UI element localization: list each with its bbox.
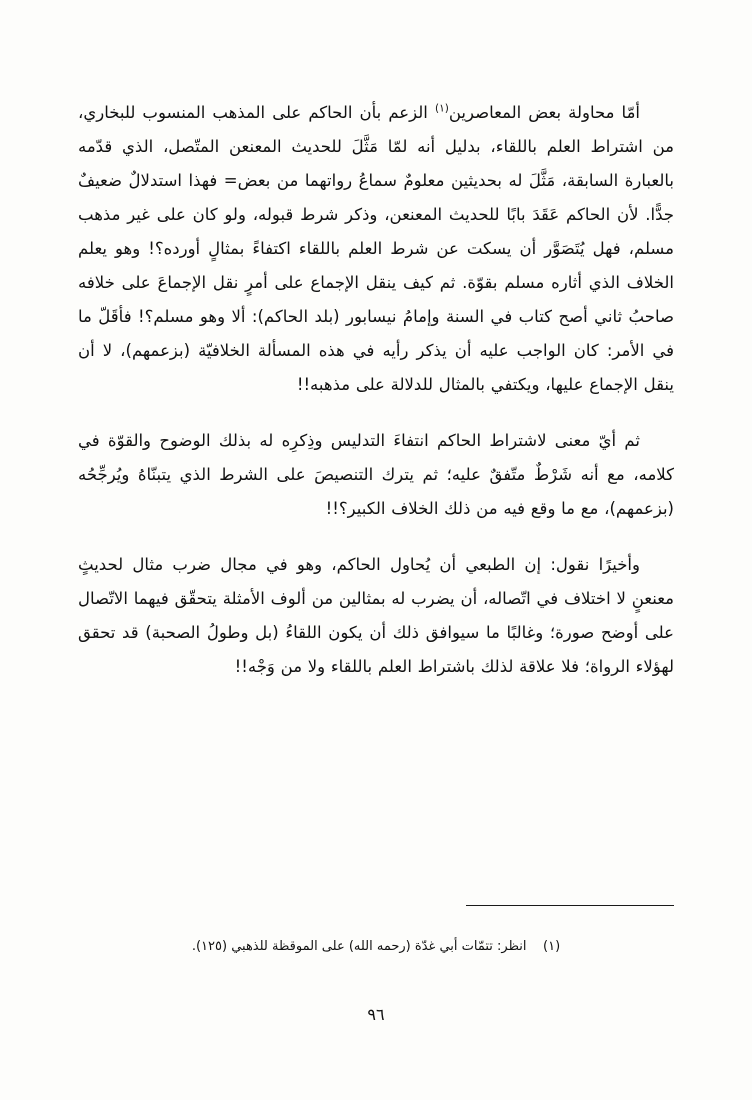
paragraph-1-text-end: الزعم بأن الحاكم على المذهب المنسوب للبخاري، من اشتراط العلم باللقاء، بدليل أنه لمّا مَثَّلَ للحديث المعنعن المتّصل، الذي قدّمه بالعبارة السابقة، مَثَّلَ له بحديثين معلومٌ سماعُ رواتهما من بعض= فهذا استدلالٌ ضعيفٌ جدًّا. لأن الحاكم عَقَدَ بابًا للحديث المعنعن، وذكر شرط قبوله، ولو كان على غير مذهب مسلم، فهل يُتَصَوَّر أن يسكت عن شرط العلم باللقاء اكتفاءً بمثالٍ أورده؟! وهو يعلم الخلاف الذي أثاره مسلم بقوّة. ثم كيف ينقل الإجماع على أمرٍ نقل الإجماعَ على خلافه صاحبُ ثاني أصح كتاب في السنة وإمامُ نيسابور (بلد الحاكم): ألا وهو مسلم؟! فأقَلّ ما في الأمر: كان الواجب عليه أن يذكر رأيه في هذه المسألة الخلافيّة (بزعمهم)، لا أن ينقل الإجماع عليها، ويكتفي بالمثال للدلالة على مذهبه!! <box>78 103 674 394</box>
footnote-area <box>78 935 674 959</box>
footnote-separator <box>466 905 674 906</box>
paragraph-3: وأخيرًا نقول: إن الطبعي أن يُحاول الحاكم، وهو في مجال ضرب مثال لحديثٍ معنعنٍ لا اختلاف في اتّصاله، أن يضرب له بمثالين من ألوف الأمثلة يتحقّق فيهما الاتّصال على أوضح صورة؛ وغالبًا ما سيوافق ذلك أن يكون اللقاءُ (بل وطولُ الصحبة) قد تحقق لهؤلاء الرواة؛ فلا علاقة لذلك باشتراط العلم باللقاء ولا من وَجْه!! <box>78 555 674 676</box>
paragraph-1-text-start: أمّا محاولة بعض المعاصرين <box>448 103 641 122</box>
footnote-text: انظر: تتمّات أبي غدّة (رحمه الله) على الموقظة للذهبي (١٢٥). <box>191 939 527 954</box>
paragraph-1 <box>78 96 674 402</box>
paragraph-2: ثم أيّ معنى لاشتراط الحاكم انتفاءَ التدليس وذِكرِه له بذلك الوضوح والقوّة في كلامه، مع أنه شَرْطٌ متّفقٌ عليه؛ ثم يترك التنصيصَ على الشرط الذي يتبنّاهُ ويُرجِّحُه (بزعمهم)، مع ما وقع فيه من ذلك الخلاف الكبير؟!! <box>78 431 674 518</box>
page-number: ٩٦ <box>367 1005 385 1024</box>
footnote-marker: (١) <box>543 939 561 954</box>
footnote-reference-1: (١) <box>434 102 449 115</box>
page-body <box>78 96 674 684</box>
